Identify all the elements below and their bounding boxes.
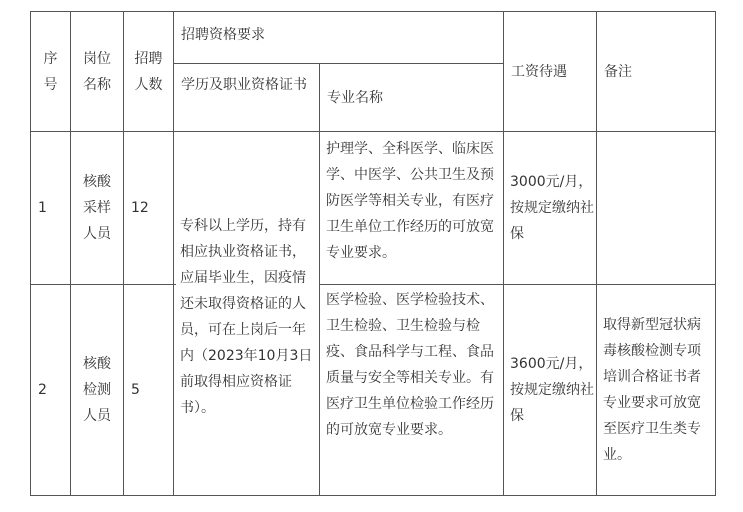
row-1-salary: 3000元/月，按规定缴纳社保: [510, 174, 594, 242]
row-2-seq: 2: [38, 382, 47, 398]
row-2-position: 核酸检测人员: [83, 356, 111, 424]
row-1-position: 核酸采样人员: [83, 174, 111, 242]
header-requirements: 招聘资格要求: [181, 27, 265, 43]
col-line-3: [173, 11, 174, 496]
col-line-5: [503, 11, 504, 496]
row-2-remark: 取得新型冠状病毒核酸检测专项培训合格证书者专业要求可放宽至医疗卫生类专业。: [603, 317, 701, 463]
row-1-major: 护理学、全科医学、临床医学、中医学、公共卫生及预防医学等相关专业，有医疗卫生单位工作经历的可放宽专业要求。: [326, 141, 494, 261]
table-border-bottom: [30, 495, 715, 496]
row-1-seq: 1: [38, 200, 47, 216]
header-education: 学历及职业资格证书: [181, 77, 307, 93]
col-line-6: [596, 11, 597, 496]
row-1-remark: [603, 136, 713, 282]
header-major: 专业名称: [327, 89, 383, 106]
header-salary: 工资待遇: [511, 63, 567, 80]
row-2-salary: 3600元/月，按规定缴纳社保: [510, 356, 594, 424]
education-requirement-cell: 专科以上学历，持有相应执业资格证书，应届毕业生，因疫情还未取得资格证的人员，可在上岗后一年内（2023年10月3日前取得相应资格证书）。: [180, 217, 313, 416]
header-count: 招聘人数: [134, 50, 163, 93]
header-position: 岗位名称: [83, 50, 111, 93]
row-1-count: 12: [131, 200, 149, 216]
col-line-7: [715, 11, 716, 496]
col-line-4: [319, 63, 320, 496]
header-seq: 序号: [43, 50, 58, 93]
row-2-major: 医学检验、医学检验技术、卫生检验、卫生检验与检疫、食品科学与工程、食品质量与安全等相关专业。有医疗卫生单位检验工作经历的可放宽专业要求。: [326, 292, 494, 438]
row-2-count: 5: [131, 382, 140, 398]
header-remark: 备注: [604, 63, 632, 80]
